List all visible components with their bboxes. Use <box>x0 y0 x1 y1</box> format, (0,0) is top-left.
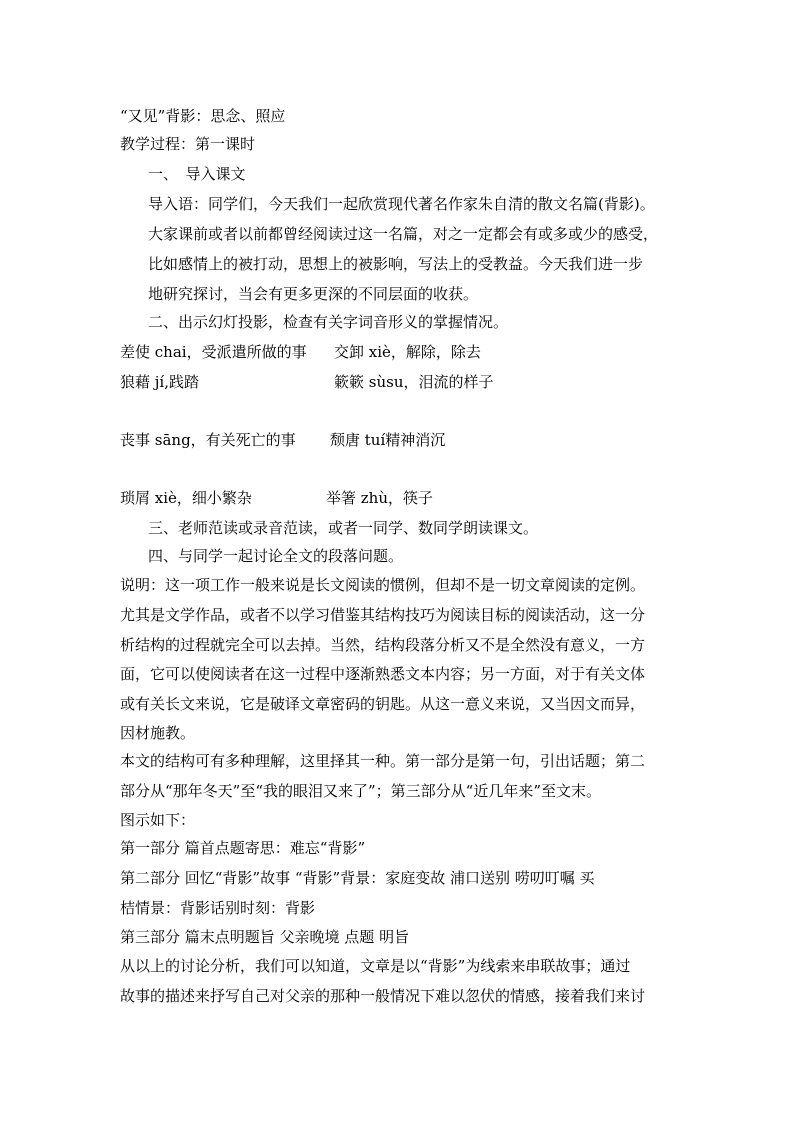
text-line: 四、与同学一起讨论全文的段落问题。 <box>148 547 404 565</box>
text-line: 桔情景：背影话别时刻：背影 <box>120 899 316 917</box>
text-line: 尤其是文学作品，或者不以学习借鉴其结构技巧为阅读目标的阅读活动，这一分 <box>120 606 646 624</box>
vocab-item: 琐屑 xiè，细小繁杂 <box>120 489 252 507</box>
text-line: 或有关长文来说，它是破译文章密码的钥匙。从这一意义来说，又当因文而异， <box>120 695 646 713</box>
vocab-item: 举箸 zhù，筷子 <box>326 489 433 507</box>
text-line: 比如感情上的被打动，思想上的被影响，写法上的受教益。今天我们进一步 <box>148 255 644 273</box>
text-line: 部分从“那年冬天”至“我的眼泪又来了”；第三部分从“近几年来”至文末。 <box>120 782 602 800</box>
text-line: 导入语：同学们，今天我们一起欣赏现代著名作家朱自清的散文名篇(背影)。 <box>148 195 655 213</box>
vocab-item: 狼藉 jí,践踏 <box>120 373 199 391</box>
text-line: 三、老师范读或录音范读，或者一同学、数同学朗读课文。 <box>148 519 539 537</box>
text-line: 面，它可以使阅读者在这一过程中逐渐熟悉文本内容；另一方面，对于有关文体 <box>120 665 646 683</box>
vocab-item: 交卸 xiè，解除，除去 <box>334 343 481 361</box>
text-line: 第一部分 篇首点题寄思：难忘“背影” <box>120 839 366 857</box>
text-line: 第三部分 篇末点明题旨 父亲晚境 点题 明旨 <box>120 928 410 946</box>
text-line: 大家课前或者以前都曾经阅读过这一名篇，对之一定都会有或多或少的感受， <box>148 225 659 243</box>
text-line: 二、出示幻灯投影，检查有关字词音形义的掌握情况。 <box>148 313 509 331</box>
text-line: 本文的结构可有多种理解，这里择其一种。第一部分是第一句，引出话题；第二 <box>120 752 646 770</box>
text-line: 第二部分 回忆“背影”故事 “背影”背景：家庭变故 浦口送别 唠叨叮嘱 买 <box>120 869 595 887</box>
text-line: 说明：这一项工作一般来说是长文阅读的惯例，但却不是一切文章阅读的定例。 <box>120 576 646 594</box>
vocab-item: 差使 chai，受派遣所做的事 <box>120 343 307 361</box>
text-line: “又见”背影：思念、照应 <box>120 107 286 125</box>
vocab-item: 颓唐 tuí精神消沉 <box>330 431 446 449</box>
text-line: 从以上的讨论分析，我们可以知道，文章是以“背影”为线索来串联故事；通过 <box>120 957 631 975</box>
vocab-item: 丧事 sāng，有关死亡的事 <box>120 431 296 449</box>
text-line: 一、 导入课文 <box>148 165 246 183</box>
text-line: 析结构的过程就完全可以去掉。当然，结构段落分析又不是全然没有意义，一方 <box>120 636 646 654</box>
text-line: 地研究探讨，当会有更多更深的不同层面的收获。 <box>148 285 479 303</box>
vocab-item: 簌簌 sùsu，泪流的样子 <box>334 373 494 391</box>
text-line: 因材施教。 <box>120 724 196 742</box>
text-line: 图示如下： <box>120 811 196 829</box>
text-line: 故事的描述来抒写自己对父亲的那种一般情况下难以忽伏的情感，接着我们来讨 <box>120 987 646 1005</box>
text-line: 教学过程：第一课时 <box>120 135 256 153</box>
